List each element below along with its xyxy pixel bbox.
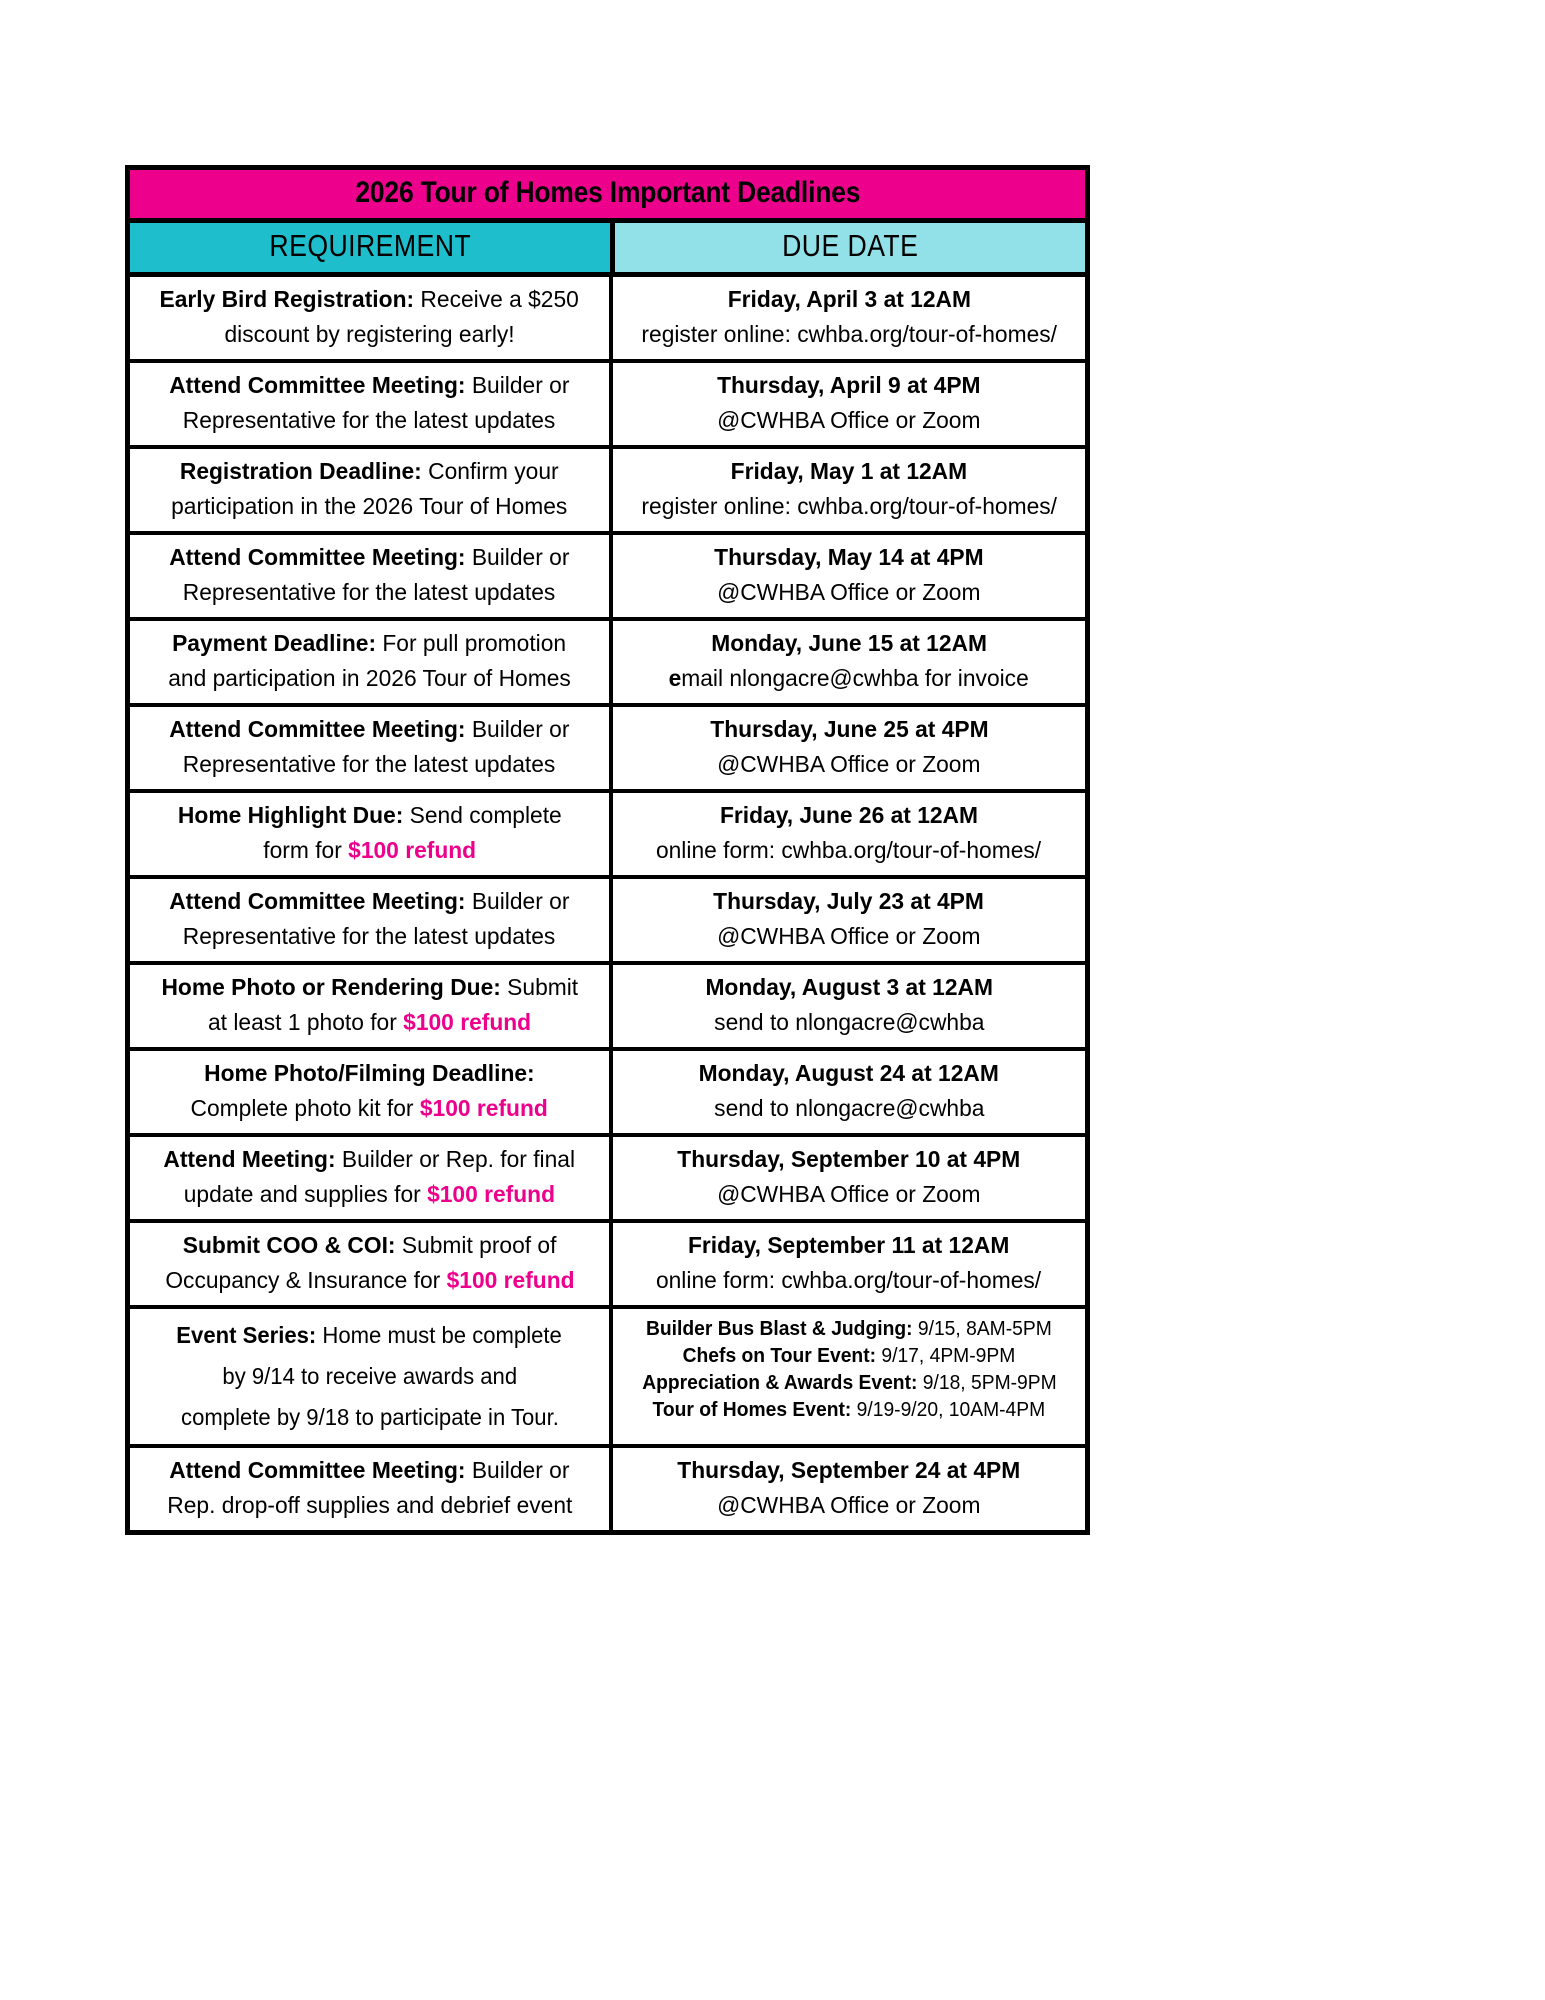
cell-line — [623, 1396, 1075, 1423]
cell-text: @CWHBA Office or Zoom — [717, 1492, 981, 1518]
cell-text: @CWHBA Office or Zoom — [717, 407, 981, 433]
cell-text: Receive a $250 — [414, 286, 580, 312]
table-row — [130, 277, 1085, 363]
cell-line — [623, 1263, 1075, 1298]
cell-label: Payment Deadline: — [172, 630, 377, 656]
cell-text: @CWHBA Office or Zoom — [717, 579, 981, 605]
cell-label: Thursday, May 14 at 4PM — [714, 544, 984, 570]
due-date-cell — [613, 707, 1085, 789]
cell-text: form for — [263, 837, 348, 863]
requirement-cell — [130, 1223, 613, 1305]
cell-text: Builder or — [465, 888, 570, 914]
cell-label: Event Series: — [176, 1322, 317, 1348]
refund-highlight: $100 refund — [420, 1095, 549, 1121]
cell-line — [623, 368, 1075, 403]
cell-line — [140, 1263, 599, 1298]
cell-line — [623, 798, 1075, 833]
cell-line — [140, 454, 599, 489]
cell-text: @CWHBA Office or Zoom — [717, 751, 981, 777]
cell-text: 9/17, 4PM-9PM — [876, 1344, 1016, 1367]
cell-text: register online: cwhba.org/tour-of-homes/ — [641, 493, 1057, 519]
cell-line — [623, 1342, 1075, 1369]
table-row — [130, 621, 1085, 707]
cell-line — [140, 712, 599, 747]
cell-line — [623, 1315, 1075, 1342]
table-row — [130, 535, 1085, 621]
cell-text: Rep. drop-off supplies and debrief event — [166, 1492, 573, 1518]
cell-line — [140, 317, 599, 352]
cell-label: Attend Committee Meeting: — [169, 716, 466, 742]
cell-line — [623, 626, 1075, 661]
cell-label: Monday, June 15 at 12AM — [711, 630, 987, 656]
cell-text: Builder or — [465, 716, 570, 742]
cell-label: Thursday, July 23 at 4PM — [713, 888, 985, 914]
cell-line — [623, 661, 1075, 696]
cell-text: Builder or — [465, 544, 570, 570]
refund-highlight: $100 refund — [427, 1181, 556, 1207]
due-date-cell — [613, 1223, 1085, 1305]
cell-line — [623, 317, 1075, 352]
cell-line — [623, 1005, 1075, 1040]
cell-line — [140, 1397, 599, 1438]
requirement-cell — [130, 1137, 613, 1219]
cell-line — [623, 970, 1075, 1005]
cell-text: at least 1 photo for — [207, 1009, 404, 1035]
column-header-requirement-label: REQUIREMENT — [269, 228, 472, 263]
cell-line — [623, 1228, 1075, 1263]
requirement-cell — [130, 965, 613, 1047]
cell-label: Monday, August 24 at 12AM — [698, 1060, 1000, 1086]
due-date-cell — [613, 965, 1085, 1047]
requirement-cell — [130, 621, 613, 703]
cell-text: and participation in 2026 Tour of Homes — [168, 665, 571, 691]
cell-text: @CWHBA Office or Zoom — [717, 1181, 981, 1207]
cell-text: Submit proof of — [395, 1232, 557, 1258]
due-date-cell — [613, 1309, 1085, 1444]
refund-highlight: $100 refund — [446, 1267, 575, 1293]
cell-text: Representative for the latest updates — [183, 579, 556, 605]
cell-line — [623, 454, 1075, 489]
cell-text: by 9/14 to receive awards and — [222, 1363, 517, 1389]
table-row — [130, 879, 1085, 965]
cell-line — [623, 1453, 1075, 1488]
cell-line — [623, 1369, 1075, 1396]
table-row — [130, 363, 1085, 449]
cell-line — [140, 403, 599, 438]
table-title-bar — [130, 170, 1085, 223]
table-row — [130, 1051, 1085, 1137]
cell-line — [140, 626, 599, 661]
cell-line — [623, 833, 1075, 868]
due-date-cell — [613, 879, 1085, 961]
cell-text: Confirm your — [422, 458, 559, 484]
table-row — [130, 1309, 1085, 1448]
cell-text: 9/15, 8AM-5PM — [912, 1317, 1052, 1340]
cell-label: Attend Committee Meeting: — [169, 544, 466, 570]
due-date-cell — [613, 449, 1085, 531]
due-date-cell — [613, 1448, 1085, 1530]
cell-text: Submit — [500, 974, 578, 1000]
table-row — [130, 1448, 1085, 1530]
page-title: 2026 Tour of Homes Important Deadlines — [355, 176, 860, 209]
table-row — [130, 793, 1085, 879]
cell-line — [623, 1488, 1075, 1523]
cell-text: send to nlongacre@cwhba — [713, 1095, 985, 1121]
cell-label: Attend Committee Meeting: — [169, 1457, 466, 1483]
cell-line — [140, 282, 599, 317]
cell-text: send to nlongacre@cwhba — [713, 1009, 985, 1035]
cell-line — [140, 1056, 599, 1091]
due-date-cell — [613, 277, 1085, 359]
cell-line — [140, 489, 599, 524]
requirement-cell — [130, 535, 613, 617]
cell-label: e — [668, 665, 682, 691]
cell-label: Tour of Homes Event: — [652, 1398, 852, 1421]
cell-line — [140, 919, 599, 954]
requirement-cell — [130, 449, 613, 531]
cell-line — [140, 540, 599, 575]
cell-text: @CWHBA Office or Zoom — [717, 923, 981, 949]
cell-line — [140, 970, 599, 1005]
cell-line — [140, 747, 599, 782]
cell-line — [623, 1091, 1075, 1126]
cell-label: Submit COO & COI: — [182, 1232, 396, 1258]
cell-label: Monday, August 3 at 12AM — [705, 974, 993, 1000]
cell-line — [623, 1056, 1075, 1091]
requirement-cell — [130, 1309, 613, 1444]
requirement-cell — [130, 707, 613, 789]
requirement-cell — [130, 1448, 613, 1530]
cell-line — [140, 1488, 599, 1523]
cell-line — [140, 884, 599, 919]
table-row — [130, 707, 1085, 793]
cell-label: Home Highlight Due: — [177, 802, 403, 828]
cell-text: Representative for the latest updates — [183, 407, 556, 433]
cell-label: Friday, April 3 at 12AM — [727, 286, 971, 312]
cell-text: Home must be complete — [316, 1322, 563, 1348]
table-header-row — [130, 223, 1085, 277]
cell-text: Representative for the latest updates — [183, 751, 556, 777]
cell-label: Early Bird Registration: — [159, 286, 415, 312]
cell-label: Thursday, September 10 at 4PM — [677, 1146, 1021, 1172]
cell-text: update and supplies for — [183, 1181, 428, 1207]
cell-text: participation in the 2026 Tour of Homes — [171, 493, 568, 519]
cell-text: Send complete — [402, 802, 562, 828]
cell-text: Representative for the latest updates — [183, 923, 556, 949]
cell-line — [623, 1177, 1075, 1212]
cell-text: discount by registering early! — [224, 321, 515, 347]
cell-text: online form: cwhba.org/tour-of-homes/ — [656, 1267, 1042, 1293]
cell-text: Builder or Rep. for final — [335, 1146, 576, 1172]
cell-label: Builder Bus Blast & Judging: — [646, 1317, 913, 1340]
table-body — [130, 277, 1085, 1530]
cell-line — [623, 1142, 1075, 1177]
cell-label: Attend Committee Meeting: — [169, 888, 466, 914]
due-date-cell — [613, 1051, 1085, 1133]
cell-text: 9/19-9/20, 10AM-4PM — [851, 1398, 1046, 1421]
refund-highlight: $100 refund — [347, 837, 476, 863]
cell-label: Thursday, April 9 at 4PM — [717, 372, 981, 398]
cell-line — [140, 368, 599, 403]
due-date-cell — [613, 1137, 1085, 1219]
table-row — [130, 965, 1085, 1051]
due-date-cell — [613, 793, 1085, 875]
cell-label: Friday, September 11 at 12AM — [688, 1232, 1010, 1258]
cell-label: Chefs on Tour Event: — [682, 1344, 877, 1367]
table-row — [130, 1223, 1085, 1309]
cell-line — [623, 282, 1075, 317]
cell-line — [140, 833, 599, 868]
cell-line — [140, 1177, 599, 1212]
cell-line — [140, 1091, 599, 1126]
cell-text: register online: cwhba.org/tour-of-homes/ — [641, 321, 1057, 347]
cell-text: Complete photo kit for — [190, 1095, 421, 1121]
cell-line — [623, 403, 1075, 438]
due-date-cell — [613, 535, 1085, 617]
due-date-cell — [613, 621, 1085, 703]
column-header-due-date-label: DUE DATE — [782, 228, 919, 263]
requirement-cell — [130, 277, 613, 359]
cell-text: For pull promotion — [376, 630, 567, 656]
cell-line — [623, 575, 1075, 610]
refund-highlight: $100 refund — [403, 1009, 532, 1035]
cell-line — [623, 489, 1075, 524]
cell-line — [140, 1005, 599, 1040]
cell-line — [140, 575, 599, 610]
cell-label: Thursday, June 25 at 4PM — [709, 716, 989, 742]
cell-line — [140, 798, 599, 833]
cell-text: online form: cwhba.org/tour-of-homes/ — [656, 837, 1042, 863]
cell-label: Friday, May 1 at 12AM — [730, 458, 968, 484]
cell-label: Attend Committee Meeting: — [169, 372, 466, 398]
cell-label: Thursday, September 24 at 4PM — [677, 1457, 1021, 1483]
cell-line — [623, 884, 1075, 919]
cell-line — [623, 712, 1075, 747]
table-row — [130, 1137, 1085, 1223]
cell-label: Registration Deadline: — [180, 458, 423, 484]
column-header-requirement — [130, 223, 615, 272]
deadlines-table — [125, 165, 1090, 1535]
cell-label: Appreciation & Awards Event: — [641, 1371, 917, 1394]
requirement-cell — [130, 793, 613, 875]
cell-text: Builder or — [465, 372, 570, 398]
cell-text: complete by 9/18 to participate in Tour. — [180, 1404, 559, 1430]
cell-line — [140, 661, 599, 696]
requirement-cell — [130, 1051, 613, 1133]
table-row — [130, 449, 1085, 535]
cell-text: 9/18, 5PM-9PM — [916, 1371, 1057, 1394]
cell-label: Home Photo/Filming Deadline: — [204, 1060, 535, 1086]
cell-text: mail nlongacre@cwhba for invoice — [681, 665, 1030, 691]
cell-text: Occupancy & Insurance for — [164, 1267, 447, 1293]
column-header-due-date — [615, 223, 1085, 272]
cell-line — [140, 1228, 599, 1263]
cell-line — [140, 1356, 599, 1397]
cell-text: Builder or — [465, 1457, 570, 1483]
requirement-cell — [130, 363, 613, 445]
cell-label: Friday, June 26 at 12AM — [719, 802, 979, 828]
cell-line — [140, 1142, 599, 1177]
cell-label: Home Photo or Rendering Due: — [161, 974, 501, 1000]
cell-line — [140, 1453, 599, 1488]
cell-line — [623, 747, 1075, 782]
cell-label: Attend Meeting: — [163, 1146, 336, 1172]
cell-line — [623, 540, 1075, 575]
cell-line — [140, 1315, 599, 1356]
requirement-cell — [130, 879, 613, 961]
due-date-cell — [613, 363, 1085, 445]
cell-line — [623, 919, 1075, 954]
